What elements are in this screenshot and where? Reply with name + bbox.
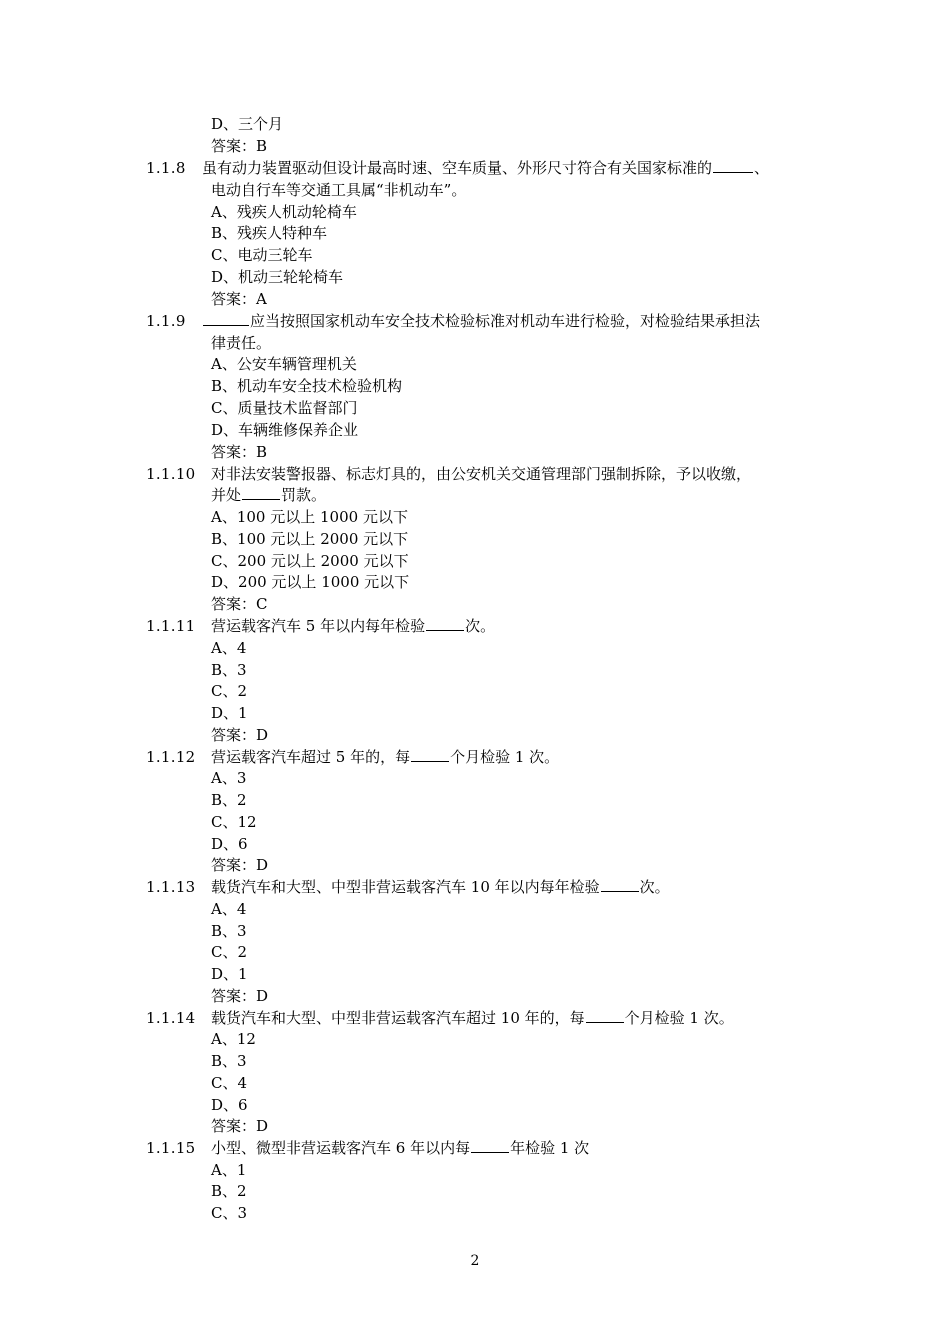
option-text: B、3 bbox=[211, 1052, 247, 1070]
question-number: 1.1.14 bbox=[146, 1009, 196, 1027]
option-text: C、质量技术监督部门 bbox=[211, 399, 358, 417]
question-number: 1.1.13 bbox=[146, 878, 196, 896]
option-text: B、3 bbox=[211, 922, 247, 940]
question-text: 应当按照国家机动车安全技术检验标准对机动车进行检验，对检验结果承担法 bbox=[250, 312, 761, 330]
question-text-tail: 个月检验 1 次。 bbox=[624, 1009, 734, 1027]
option-text: A、100 元以上 1000 元以下 bbox=[211, 508, 408, 526]
question-text-tail: 次。 bbox=[465, 617, 496, 635]
answer-text: 答案：B bbox=[211, 443, 268, 461]
option-text: C、电动三轮车 bbox=[211, 246, 313, 264]
option-text: B、2 bbox=[211, 791, 247, 809]
fill-blank bbox=[471, 1137, 509, 1153]
question-text: 小型、微型非营运载客汽车 6 年以内每 bbox=[211, 1139, 471, 1157]
answer-text: 答案：C bbox=[211, 595, 268, 613]
question-text: 并处 bbox=[211, 486, 242, 504]
page-number: 2 bbox=[470, 1253, 480, 1269]
fill-blank bbox=[426, 615, 464, 631]
question-number: 1.1.12 bbox=[146, 748, 196, 766]
question-text-tail: 年检验 1 次 bbox=[510, 1139, 590, 1157]
answer-text: 答案：D bbox=[211, 1117, 269, 1135]
question-text: 虽有动力装置驱动但设计最高时速、空车质量、外形尺寸符合有关国家标准的 bbox=[202, 159, 713, 177]
option-text: D、机动三轮轮椅车 bbox=[211, 268, 344, 286]
question-text-tail: 罚款。 bbox=[281, 486, 327, 504]
option-text: D、200 元以上 1000 元以下 bbox=[211, 573, 410, 591]
question-number: 1.1.15 bbox=[146, 1139, 196, 1157]
option-text: D、1 bbox=[211, 965, 248, 983]
question-text: 营运载客汽车超过 5 年的，每 bbox=[211, 748, 411, 766]
option-text: B、100 元以上 2000 元以下 bbox=[211, 530, 409, 548]
answer-text: 答案：D bbox=[211, 987, 269, 1005]
fill-blank bbox=[713, 157, 753, 173]
option-text: D、1 bbox=[211, 704, 248, 722]
option-text: C、200 元以上 2000 元以下 bbox=[211, 552, 409, 570]
fill-blank bbox=[203, 310, 249, 326]
option-text: B、2 bbox=[211, 1182, 247, 1200]
option-text: D、6 bbox=[211, 835, 248, 853]
option-text: A、1 bbox=[211, 1161, 247, 1179]
option-text: A、4 bbox=[211, 639, 247, 657]
fill-blank bbox=[411, 746, 449, 762]
fill-blank bbox=[586, 1007, 624, 1023]
fill-blank bbox=[242, 484, 280, 500]
option-text: A、4 bbox=[211, 900, 247, 918]
option-text: A、残疾人机动轮椅车 bbox=[211, 203, 357, 221]
option-text: B、残疾人特种车 bbox=[211, 224, 328, 242]
question-number: 1.1.8 bbox=[146, 159, 186, 177]
option-text: D、6 bbox=[211, 1096, 248, 1114]
question-number: 1.1.9 bbox=[146, 312, 186, 330]
option-text: A、公安车辆管理机关 bbox=[211, 355, 357, 373]
option-text: A、12 bbox=[211, 1030, 256, 1048]
answer-text: 答案：D bbox=[211, 856, 269, 874]
question-text: 载货汽车和大型、中型非营运载客汽车超过 10 年的，每 bbox=[211, 1009, 585, 1027]
option-text: C、12 bbox=[211, 813, 257, 831]
question-text: 营运载客汽车 5 年以内每年检验 bbox=[211, 617, 426, 635]
question-text: 律责任。 bbox=[211, 334, 272, 352]
question-text-tail: 次。 bbox=[639, 878, 670, 896]
option-text: C、2 bbox=[211, 682, 248, 700]
option-text: C、3 bbox=[211, 1204, 248, 1222]
option-text: C、4 bbox=[211, 1074, 248, 1092]
fill-blank bbox=[601, 876, 639, 892]
option-text: D、三个月 bbox=[211, 115, 284, 133]
option-text: B、3 bbox=[211, 661, 247, 679]
option-text: C、2 bbox=[211, 943, 248, 961]
option-text: A、3 bbox=[211, 769, 247, 787]
answer-text: 答案：B bbox=[211, 137, 268, 155]
question-text: 对非法安装警报器、标志灯具的，由公安机关交通管理部门强制拆除，予以收缴， bbox=[211, 465, 752, 483]
question-text: 载货汽车和大型、中型非营运载客汽车 10 年以内每年检验 bbox=[211, 878, 600, 896]
question-text-tail: 个月检验 1 次。 bbox=[450, 748, 560, 766]
answer-text: 答案：A bbox=[211, 290, 267, 308]
option-text: B、机动车安全技术检验机构 bbox=[211, 377, 403, 395]
question-text-tail: 、 bbox=[754, 159, 770, 177]
question-number: 1.1.10 bbox=[146, 465, 196, 483]
option-text: D、车辆维修保养企业 bbox=[211, 421, 359, 439]
answer-text: 答案：D bbox=[211, 726, 269, 744]
question-number: 1.1.11 bbox=[146, 617, 196, 635]
question-text: 电动自行车等交通工具属“非机动车”。 bbox=[211, 181, 467, 199]
